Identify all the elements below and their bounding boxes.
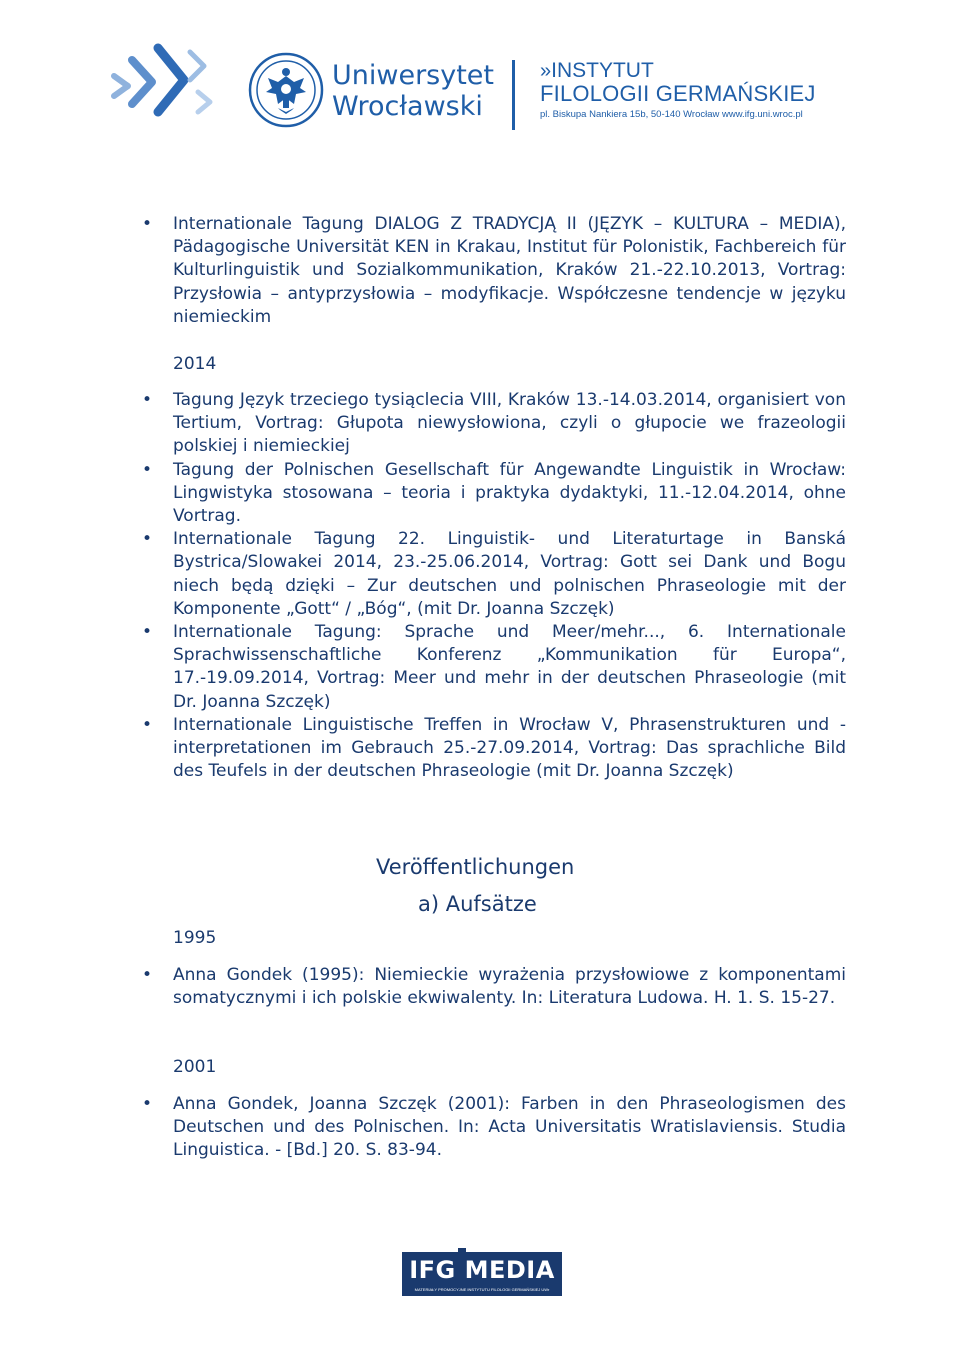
ifg-media-logo bbox=[402, 1252, 562, 1296]
list-item: • Anna Gondek (1995): Niemieckie wyrażenia przysłowiowe z komponentami somatycznymi i ich polskie ekwiwalenty. In: Literatura Ludowa. H. 1. S. 15-27. bbox=[140, 964, 846, 1010]
year-heading-2001: 2001 bbox=[173, 1057, 217, 1077]
institute-line1 bbox=[540, 60, 816, 82]
chevron-right-icon: » bbox=[540, 60, 552, 82]
list-2001 bbox=[140, 1093, 846, 1163]
list-item: • Internationale Tagung DIALOG Z TRADYCJĄ II (JĘZYK – KULTURA – MEDIA), Pädagogische Universität KEN in Krakau, Institut für Polonistik, Fachbereich für Kulturlinguistik und Sozialkommunikation, Kraków 21.-22.10.2013, Vortrag: Przysłowia – antyprzysłowia – modyfikacje. Współczesne tendencje w języku niemieckim bbox=[140, 213, 846, 329]
institute-line1-text: INSTYTUT bbox=[551, 59, 654, 82]
university-name bbox=[332, 60, 494, 122]
page-header bbox=[0, 0, 960, 150]
year-heading-2014: 2014 bbox=[173, 354, 217, 374]
year-heading-1995: 1995 bbox=[173, 928, 217, 948]
list-item: • Anna Gondek, Joanna Szczęk (2001): Farben in den Phraseologismen des Deutschen und des Polnischen. In: Acta Universitatis Wratislaviensis. Studia Linguistica. - [Bd.] 20. S. 83-94. bbox=[140, 1093, 846, 1163]
university-name-line1: Uniwersytet bbox=[332, 60, 494, 91]
list-item: • Internationale Linguistische Treffen in Wrocław V, Phrasenstrukturen und -interpretationen im Gebrauch 25.-27.09.2014, Vortrag: Das sprachliche Bild des Teufels in der deutschen Phraseologie (mit Dr. Joanna Szczęk) bbox=[140, 714, 846, 784]
list-item: • Tagung der Polnischen Gesellschaft für Angewandte Linguistik in Wrocław: Lingwistyka stosowana – teoria i praktyka dydaktyki, 11.-12.04.2014, ohne Vortrag. bbox=[140, 459, 846, 529]
ifg-media-logo-subtext: MATERIAŁY PROMOCYJNE INSTYTUTU FILOLOGII GERMAŃSKIEJ UWr bbox=[414, 1287, 550, 1292]
ifg-media-logo-text: IFG MEDIA bbox=[409, 1256, 555, 1284]
list-2014 bbox=[140, 389, 846, 783]
header-divider bbox=[512, 60, 515, 130]
chevrons-decoration-icon bbox=[108, 42, 228, 122]
institute-line2: FILOLOGII GERMAŃSKIEJ bbox=[540, 81, 816, 106]
list-1995 bbox=[140, 964, 846, 1010]
subsection-title: a) Aufsätze bbox=[418, 892, 537, 916]
list-2013 bbox=[140, 213, 846, 329]
institute-name bbox=[540, 60, 816, 124]
list-item: • Internationale Tagung: Sprache und Meer/mehr..., 6. Internationale Sprachwissenschaftliche Konferenz „Kommunikation für Europa“, 17.-19.09.2014, Vortrag: Meer und mehr in der deutschen Phraseologie (mit Dr. Joanna Szczęk) bbox=[140, 621, 846, 714]
university-seal-logo bbox=[248, 52, 324, 128]
university-name-line2: Wrocławski bbox=[332, 91, 483, 122]
section-title: Veröffentlichungen bbox=[376, 855, 575, 879]
list-item: • Tagung Język trzeciego tysiąclecia VIII, Kraków 13.-14.03.2014, organisiert von Tertium, Vortrag: Głupota niewysłowiona, czyli o głupocie we frazeologii polskiej i niemieckiej bbox=[140, 389, 846, 459]
list-item: • Internationale Tagung 22. Linguistik- und Literaturtage in Banská Bystrica/Slowakei 2014, 23.-25.06.2014, Vortrag: Gott sei Dank und Bogu niech będą dzięki – Zur deutschen und polnischen Phraseologie mit der Komponente „Gott“ / „Bóg“, (mit Dr. Joanna Szczęk) bbox=[140, 528, 846, 621]
institute-address: pl. Biskupa Nankiera 15b, 50-140 Wrocław www.ifg.uni.wroc.pl bbox=[540, 109, 803, 120]
